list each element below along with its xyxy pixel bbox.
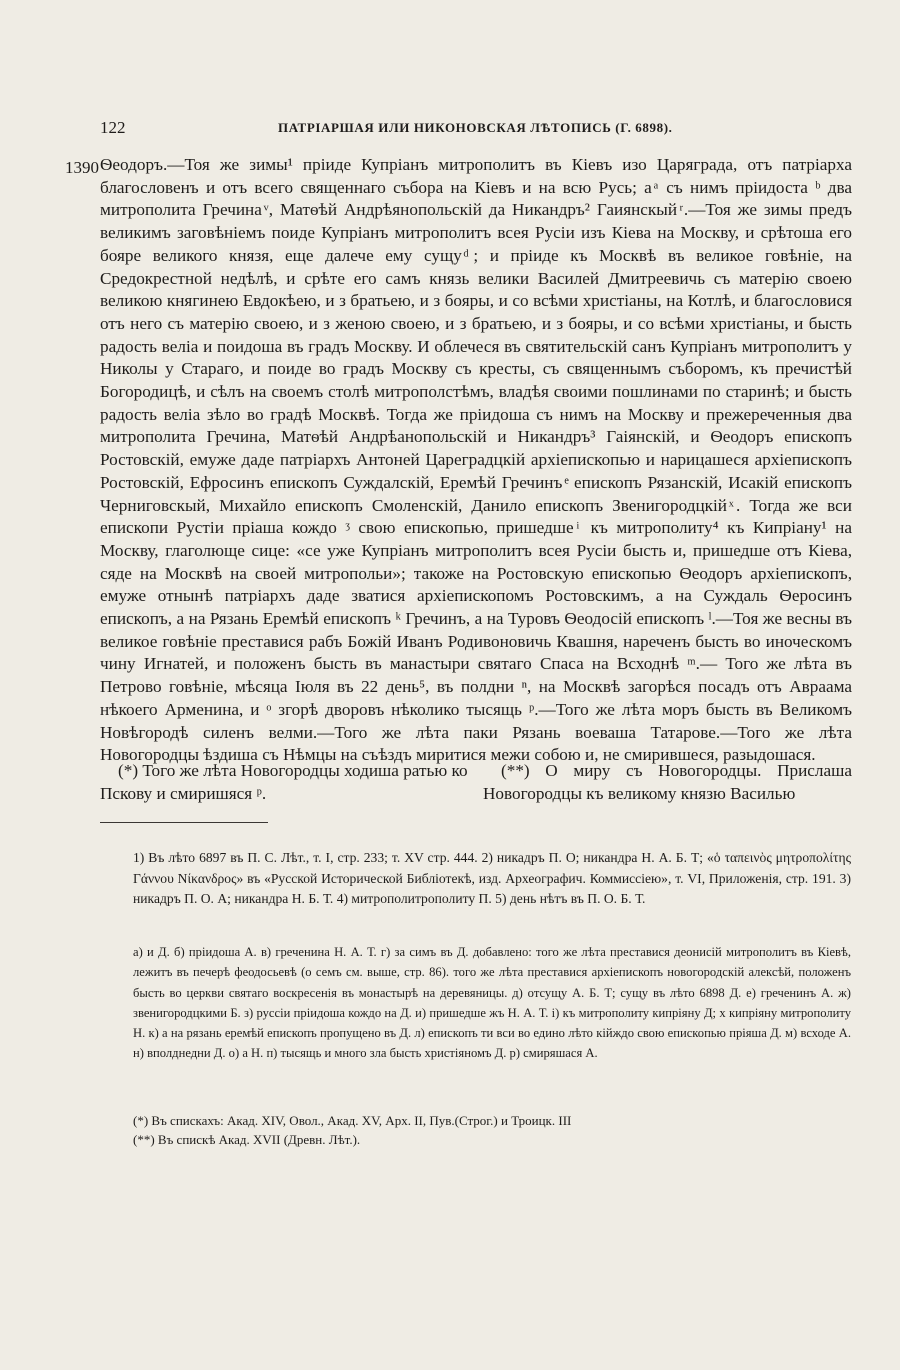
running-title: ПАТРІАРШАЯ ИЛИ НИКОНОВСКАЯ ЛѢТОПИСЬ (Г. 6898). (278, 120, 673, 135)
manuscript-notes (133, 1111, 851, 1149)
manuscript-note: (**) Въ спискѣ Акад. XVII (Древн. Лѣт.). (133, 1132, 361, 1147)
two-column-section (100, 760, 852, 810)
page-header (100, 118, 860, 142)
main-paragraph: Ѳеодоръ.—Тоя же зимы¹ прiиде Купрiанъ митрополитъ въ Кiевъ изо Царяграда, отъ патрiарха благословенъ и отъ всего священнаго събора на Кiевъ и на всю Русь; а ͣ съ нимъ прiидоста ᵇ два митрополита Гречина ͮ, Матѳѣй Андрѣянопольскiй да Никандръ² Гаиянскый ͬ.—Тоя же зимы предъ великимъ заговѣнiемъ поиде Купрiанъ митрополитъ всея Русiи изъ Кiева на Москву, и срѣтоша его бояре великого князя, еще далече ему сущу ͩ; и прiиде къ Москвѣ въ великое говѣнiе, на Средокрестной недѣлѣ, и срѣте его самъ князь велики Василей Дмитреевичь съ матерiю своею великою княгинею Евдокѣею, и з братьею, и з бояры, и со всѣми христiаны, на Котлѣ, и благословися отъ него съ матерiю своею, и з женою своею, и з братьею, и з бояры, и со всѣми христiаны, и бысть радость велiа и поидоша въ градъ Москву. И облечеся въ святительскiй санъ Купрiанъ митрополитъ у Николы у Стараго, и поиде во градъ Москву съ кресты, съ священнымъ съборомъ, къ пречистѣй Богородицѣ, и сѣлъ на своемъ столѣ митрополстѣмъ, владѣя своими пошлинами по старинѣ; и бысть радость велiа зѣло во градѣ Москвѣ. Тогда же прiидоша съ нимъ на Москву и прежереченныя два митрополита Гречина, Матѳѣй Андрѣанопольскiй и Никандръ³ Гаiянскiй, и Ѳеодоръ епископъ Ростовскiй, емуже даде патрiархъ Антоней Цареградцкiй архiепископью и нарицашеся архiепископъ Ростовскiй, Ефросинъ епископъ Суждалскiй, Еремѣй Гречинъ ͤ епископъ Рязанскiй, Исакiй епископъ Черниговскый, Михайло епископъ Смоленскiй, Данило епископъ Звенигородцкiй ͯ. Тогда же вси епископи Рустiи прiаша кождо ᶾ свою епископью, пришедше ͥ къ митрополиту⁴ къ Кипрiану¹ на Москву, глаголюще сице: «се уже Купрiанъ митрополитъ всея Русiи бысть и, пришедше отъ Кiева, сяде на Москвѣ на своей митропольи»; такоже на Ростовскую епископью Ѳеодоръ архiепископъ, емуже отнынѣ патрiархъ даде зватися архiепископомъ Ростовскимъ, а на Суждаль Ѳеросинъ епископъ, а на Рязань Еремѣй епископъ ᵏ Гречинъ, а на Туровъ Ѳеодосiй епископъ ˡ.—Тоя же весны въ великое говѣнiе преставися рабъ Божiй Иванъ Родивоновичь Квашня, нареченъ бысть во иноческомъ чину Игнатей, и положенъ бысть въ манастыри святаго Спаса на Всходнѣ ᵐ.— Того же лѣта въ Петрово говѣнiе, мѣсяца Iюля въ 22 день⁵, въ полдни ⁿ, на Москвѣ загорѣся посадъ отъ Авраама нѣкоего Арменина, и ᵒ згорѣ дворовъ нѣколико тысящь ᵖ.—Того же лѣта моръ бысть въ Великомъ Новѣгородѣ силенъ велми.—Того же лѣта паки Рязань воеваша Татарове.—Того же лѣта Новогородцы ѣздиша съ Нѣмцы на съѣздъ миритися межи собою и, не смирившеся, разыдошася. (100, 155, 852, 765)
margin-year: 1390 (65, 158, 99, 177)
manuscript-note: (*) Въ спискахъ: Акад. XIV, Овол., Акад. XV, Арх. II, Пув.(Строг.) и Троицк. III (133, 1113, 572, 1128)
main-text (100, 154, 852, 767)
footnotes-text: 1) Въ лѣто 6897 въ П. С. Лѣт., т. I, стр. 233; т. XV стр. 444. 2) никадръ П. О; никандра Н. А. Б. Т; «ὁ ταπεινὸς μητροπολίτης Γάννου Νίκανδρος» въ «Русской Исторической Библiотекѣ, изд. Археографич. Коммиссiею», т. VI, Приложенiя, стр. 191. 3) никадръ П. О. А; никандра Н. Б. Т. 4) митрополитрополиту П. 5) день нѣтъ въ П. О. Б. Т. (133, 850, 851, 906)
page-number: 122 (100, 118, 126, 137)
right-column-text: (**) О миру съ Новогородцы. Прислаша Новогородцы къ великому князю Василью (483, 761, 852, 803)
variant-readings-text: а) и Д. б) прiидоша А. в) греченина Н. А. Т. г) за симъ въ Д. добавлено: того же лѣта преставися деонисiй митрополитъ въ Кiевѣ, лежитъ въ печерѣ феодосьевѣ (о семъ см. выше, стр. 86). того же лѣта преставися архiепископъ новогородскiй алексѣй, положенъ бысть во церкви святаго воскресенiя въ монастырѣ на деревяницы. д) отсущу А. Б. Т; сущу въ лѣто 6898 Д. е) греченинъ А. ж) звенигородцкими Б. з) руссiи прiидоша кождо на Д. и) пришедше жъ Н. А. Т. i) къ митрополиту кипрiяну Д; х кипрiяну митрополиту Н. к) а на рязань еремѣй епископъ пропущено въ Д. л) епископъ ти вси во едино лѣто кiйждо свою епископью прiяша Д. м) всходе А. н) вполднедни Д. о) а Н. п) тысящь и много зла бысть христiяномъ Д. р) смиряшася А. (133, 945, 851, 1061)
footnote-divider (100, 822, 268, 823)
left-column-text: (*) Того же лѣта Новогородцы ходиша ратью ко Пскову и смиришяся ᵖ. (100, 761, 468, 803)
footnotes (133, 848, 851, 910)
variant-readings (133, 942, 851, 1064)
